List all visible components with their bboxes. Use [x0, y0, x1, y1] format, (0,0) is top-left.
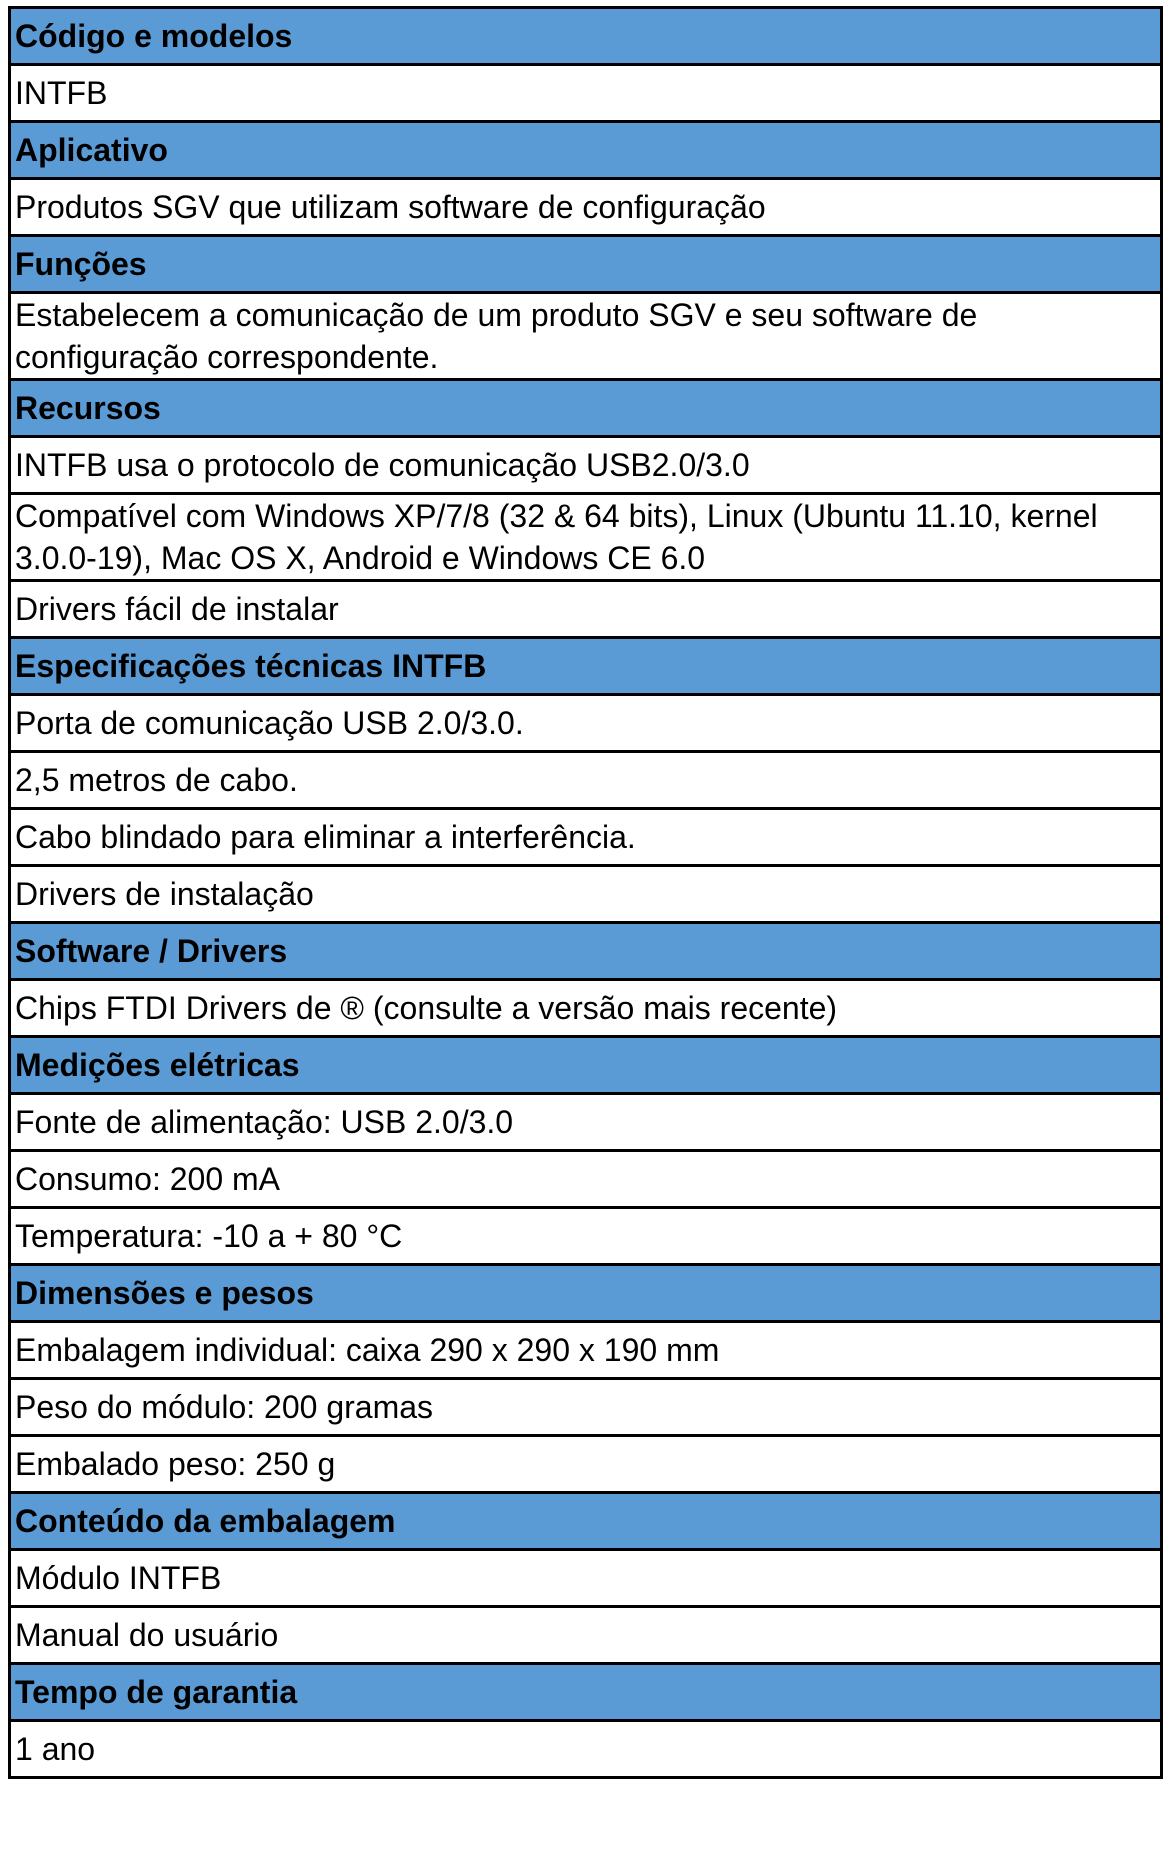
section-title: Conteúdo da embalagem [10, 1493, 1162, 1550]
spec-value: Embalagem individual: caixa 290 x 290 x 190 mm [10, 1322, 1162, 1379]
spec-row [10, 809, 1162, 866]
spec-value: Módulo INTFB [10, 1550, 1162, 1607]
section-title: Aplicativo [10, 122, 1162, 179]
spec-value: Manual do usuário [10, 1607, 1162, 1664]
section-title: Recursos [10, 380, 1162, 437]
spec-row [10, 494, 1162, 581]
spec-row [10, 293, 1162, 380]
spec-value: Peso do módulo: 200 gramas [10, 1379, 1162, 1436]
spec-value: Drivers fácil de instalar [10, 581, 1162, 638]
section-title: Tempo de garantia [10, 1664, 1162, 1721]
spec-value: 2,5 metros de cabo. [10, 752, 1162, 809]
section-header-especificacoes [10, 638, 1162, 695]
spec-value: Chips FTDI Drivers de ® (consulte a versão mais recente) [10, 980, 1162, 1037]
spec-value: Porta de comunicação USB 2.0/3.0. [10, 695, 1162, 752]
spec-row [10, 581, 1162, 638]
spec-row [10, 1379, 1162, 1436]
spec-row [10, 179, 1162, 236]
spec-row [10, 1550, 1162, 1607]
spec-value: Temperatura: -10 a + 80 °C [10, 1208, 1162, 1265]
section-header-funcoes [10, 236, 1162, 293]
spec-value: Fonte de alimentação: USB 2.0/3.0 [10, 1094, 1162, 1151]
spec-row [10, 1094, 1162, 1151]
spec-row [10, 695, 1162, 752]
section-header-codigo [10, 8, 1162, 65]
spec-row [10, 1208, 1162, 1265]
section-header-conteudo [10, 1493, 1162, 1550]
section-title: Software / Drivers [10, 923, 1162, 980]
section-title: Dimensões e pesos [10, 1265, 1162, 1322]
spec-value: Produtos SGV que utilizam software de configuração [10, 179, 1162, 236]
spec-table [8, 6, 1163, 1779]
spec-row [10, 1607, 1162, 1664]
spec-row [10, 752, 1162, 809]
spec-value: Cabo blindado para eliminar a interferência. [10, 809, 1162, 866]
section-header-recursos [10, 380, 1162, 437]
section-title: Funções [10, 236, 1162, 293]
spec-row [10, 1151, 1162, 1208]
section-title: Especificações técnicas INTFB [10, 638, 1162, 695]
spec-value: 1 ano [10, 1721, 1162, 1778]
spec-value: Embalado peso: 250 g [10, 1436, 1162, 1493]
spec-row [10, 980, 1162, 1037]
spec-value: Drivers de instalação [10, 866, 1162, 923]
section-header-software [10, 923, 1162, 980]
section-header-dimensoes [10, 1265, 1162, 1322]
section-header-aplicativo [10, 122, 1162, 179]
spec-value: Consumo: 200 mA [10, 1151, 1162, 1208]
section-header-medicoes [10, 1037, 1162, 1094]
spec-value: INTFB usa o protocolo de comunicação USB2.0/3.0 [10, 437, 1162, 494]
spec-row [10, 1436, 1162, 1493]
section-title: Medições elétricas [10, 1037, 1162, 1094]
spec-row [10, 437, 1162, 494]
spec-value: INTFB [10, 65, 1162, 122]
spec-value: Estabelecem a comunicação de um produto SGV e seu software de configuração correspondente. [10, 293, 1162, 380]
spec-value: Compatível com Windows XP/7/8 (32 & 64 bits), Linux (Ubuntu 11.10, kernel 3.0.0-19), Mac OS X, Android e Windows CE 6.0 [10, 494, 1162, 581]
section-header-garantia [10, 1664, 1162, 1721]
spec-row [10, 866, 1162, 923]
spec-row [10, 65, 1162, 122]
spec-row [10, 1721, 1162, 1778]
section-title: Código e modelos [10, 8, 1162, 65]
spec-row [10, 1322, 1162, 1379]
